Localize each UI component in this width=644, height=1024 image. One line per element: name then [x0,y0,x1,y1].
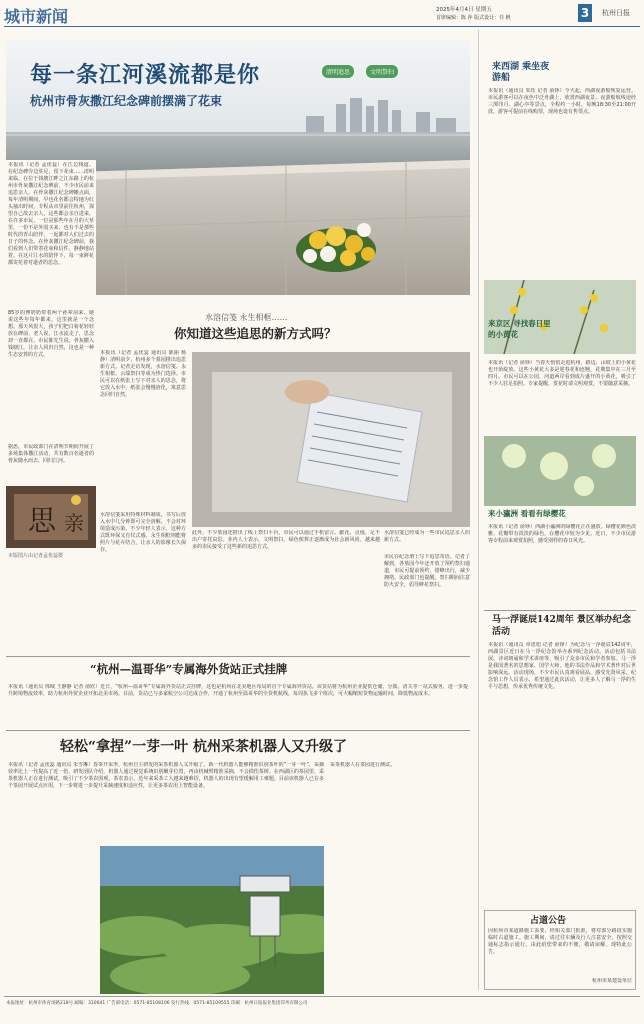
tea-photo [100,846,324,994]
memorial-title: 你知道这些追思的新方式吗？ [174,326,337,341]
section-divider [6,656,470,657]
photo-caption-left: 本版图片由记者孟优蕊摄 [8,553,64,559]
paper-logo: 杭州日报 [602,9,630,17]
issue-date: 2025年4月4日 星期五 [436,7,492,13]
memorial-text-b: 水溶信笺采用特殊材料制成，书写后放入水中几分钟即可完全溶解，不会对环境造成污染。不少年轻人表示，这种方式既环保又有仪式感。永生相框则能将照片与花卉结合，让亲人的影像长久保存。 [100,512,186,553]
masthead [4,4,640,24]
flowers-text: 本报讯（记者 俞铮）当春天悄悄走进杭州，路边、山坡上的小黄花也开始绽放。这些小黄花大多是迎春花和连翘，花期集中在三月至四月。市民可以在公园、河道两岸看到成片盛开的小黄花，吸引了不少人驻足拍照。专家提醒，赏花时请文明观赏，不要随意采摘。 [488,360,636,387]
yellow-flowers-photo [484,280,636,354]
lead-text: 本报讯（记者 孟优蕊）在江边栈道、在纪念碑旁边驻足，留下花束……清明来临，在位于钱塘江畔之江东路上的杭州市骨灰撒江纪念碑前，不少市民前来追思亲人。在骨灰撒江纪念碑摊点面，每年清明期间，早也花名都会特地为红头抽出时间，专程从市里前往杭州，探望自己故去亲人，这些都会亲自进来，在许多市民，一位是那些年在月的大草里，一份不是外国买来，也有不是那些时代的青山陪伴，一起都对人们过去的日子的怀念。在骨灰撒江纪念碑前，我们看到人们带着花束和信件，静静地站着。在这片江水的陪伴下，每一束鲜花都寄托着对逝者的思念。 [8,162,94,266]
cruise-text: 本报讯（通讯员 朱钰 记者 俞铮）今天起，西湖夜游船恢复运营。市民游客可以在夜色中泛舟湖上，欣赏西湖夜景。夜游船航线途经三潭印月、湖心亭等景点，全程约一小时。每晚18:30至21:00开放，游客可提前在线购票，现场也设有售票点。 [488,88,636,115]
page-number: 3 [578,4,592,22]
cherry-label: 来小瀛洲 看看有绿樱花 [488,509,566,518]
cherry-text: 本报讯（记者 俞铮）西湖小瀛洲的绿樱花正在盛放。绿樱花颜色淡雅，花瓣带有淡淡的绿色，在樱花中较为少见。近日，不少市民游客专程前来观赏拍照，感受别样的春日风光。 [488,524,636,544]
lead-banner-title: 每一条江河溪流都是你 [30,62,261,88]
grave-photo [6,486,96,548]
notice-title: 占道公告 [530,916,567,926]
memorial-kicker: 水溶信笺 永生相框…… [205,313,288,322]
horse-text: 本报讯（通讯员 章恩旭 记者 俞铮）为纪念马一浮诞辰142周年，西湖景区近日在马一浮纪念馆举办系列纪念活动。活动包括书法展、诗词朗诵和学术讲座等，吸引了众多市民和学者参加。马一浮是我国著名的思想家、国学大师，他的书法作品和学术著作对后世影响深远。活动现场，不少市民认真观看展品，感受先贤风采。纪念馆工作人员表示，希望通过此次活动，让更多人了解马一浮的生平与思想，传承优秀传统文化。 [488,642,636,690]
memorial-text-a: 本报讯（记者 孟优蕊 通讯员 陈丽 杨静）清明前夕，杭州多个墓园推出追思新方式。记者走访发现，水溶信笺、永生相框、云端祭扫等成为热门选择。市民可以在纸张上写下对亲人的思念，将它放入水中，纸张会慢慢溶化，寓意思念回归自然。 [100,350,186,398]
masthead-rule [4,26,640,27]
cargo-title: “杭州—温哥华”专属海外货站正式挂牌 [90,662,288,676]
memorial-text-c: 此外，不少墓园还推出了线上祭扫平台，市民可以通过手机留言、献花、点烛，足不出户寄托哀思。业内人士表示，文明祭扫、绿色殡葬正逐渐成为社会新风尚，越来越多的市民接受了这些新的追思方式。 [192,530,380,550]
footer-text: 本报地址：杭州市体育场路218号 邮编：310041 广告部电话：0571-85108106 发行热线：0571-85109555 印刷：杭州日报报业集团印务有限公司 [6,1001,308,1006]
sidebar-divider [484,610,636,611]
cargo-text: 本报讯（通讯员 邢城 王静静 记者 俞欣）近日，“杭州—温哥华”专属海外货站正式挂牌，这也是杭州在北美地区布局的首个专属海外货站。该货站将为杭州企业提供仓储、分拨、清关等一站式服务，进一步提升跨境物流效率，助力杭州外贸企业开拓北美市场。目前，货站已与多家航空公司达成合作，开通了杭州至温哥华的全货机航线，每周执飞多个班次，可大幅缩短货物运输时间，降低物流成本。 [8,684,468,697]
editor-line: 首席编辑：陈 萍 版式设计：任 帆 [436,15,511,21]
section-title: 城市新闻 [4,7,69,26]
svg-text:亲: 亲 [64,511,84,535]
memorial-photo [192,352,470,527]
tea-title: 轻松“拿捏”一芽一叶 杭州采茶机器人又升级了 [60,739,347,755]
tag-qingming: 清明追思 [322,65,354,78]
lead-text-2: 85岁的傅奶奶带着两个孙辈前来，她说这些年每年都来，这里就是一个念想。那天风很大，孩子们把白菊花轻轻放在碑前，老人说，江水流走了，思念却一直都在。市民陈先生说，骨灰撒入钱塘江，让亲人回归自然，这也是一种生态安葬的方式。 [8,310,94,358]
flowers-label: 来京区 寻找春日里的小黄花 [488,319,551,339]
lead-subtitle: 杭州市骨灰撒江纪念碑前摆满了花束 [30,94,223,108]
tea-text: 本报讯（记者 孟优蕊 通讯员 朱雪琳）春茶开采季，杭州自主研发的采茶机器人又升级了。新一代机器人能够精准识别茶叶的“一芽一叶”，采摘效率比上一代提高了近一倍。研发团队介绍，机器人通过视觉系统识别嫩芽位置，再由机械臂精准采摘，不会损伤茶树。在西湖区的茶园里，采茶机器人正在进行测试，吸引了不少茶农围观。茶农表示，近年来采茶工人越来越难招，机器人的出现有望缓解用工难题。目前该机器人已在多个茶园开展试点应用，下一步将进一步提升采摘速度和适应性，让更多茶农用上智能设备。 [8,762,324,789]
tag-civil: 文明祭扫 [366,65,398,78]
horse-title: 马一浮诞辰142周年 景区举办纪念活动 [492,615,631,637]
cruise-title: 来西湖 乘坐夜游船 [492,62,550,83]
section-divider-2 [6,730,470,731]
notice-sign: 杭州市某建设单位 [591,978,632,984]
tea-caption: 采茶机器人在茶园进行测试。 [330,762,396,768]
memorial-caption: 水溶信笺已经成为一些市民追思亲人的新方式。 [384,530,470,543]
footer-rule [4,996,640,997]
notice-text: 因杭州市某道路施工需要，经相关部门批准，将对部分路段实施临时占道施工。施工期间，请过往车辆及行人注意安全，按照交通标志指示通行。由此给您带来的不便，敬请谅解。现特此公告。 [488,928,632,955]
green-cherry-photo [484,436,636,506]
svg-text:思: 思 [28,504,57,537]
memorial-text-d: 市民在纪念册上写下追思寄语。记者了解到，各墓园今年还开放了预约祭扫通道，市民可提前预约，错峰出行，减少拥堵。民政部门也提醒，祭扫期间注意防火安全，倡导鲜花祭扫。 [384,554,470,588]
lead-text-3: 据悉，市民政部门在清明节期间开展了多场集体撒江活动，共有数百名逝者的骨灰随水而去，回归江河。 [8,444,94,464]
